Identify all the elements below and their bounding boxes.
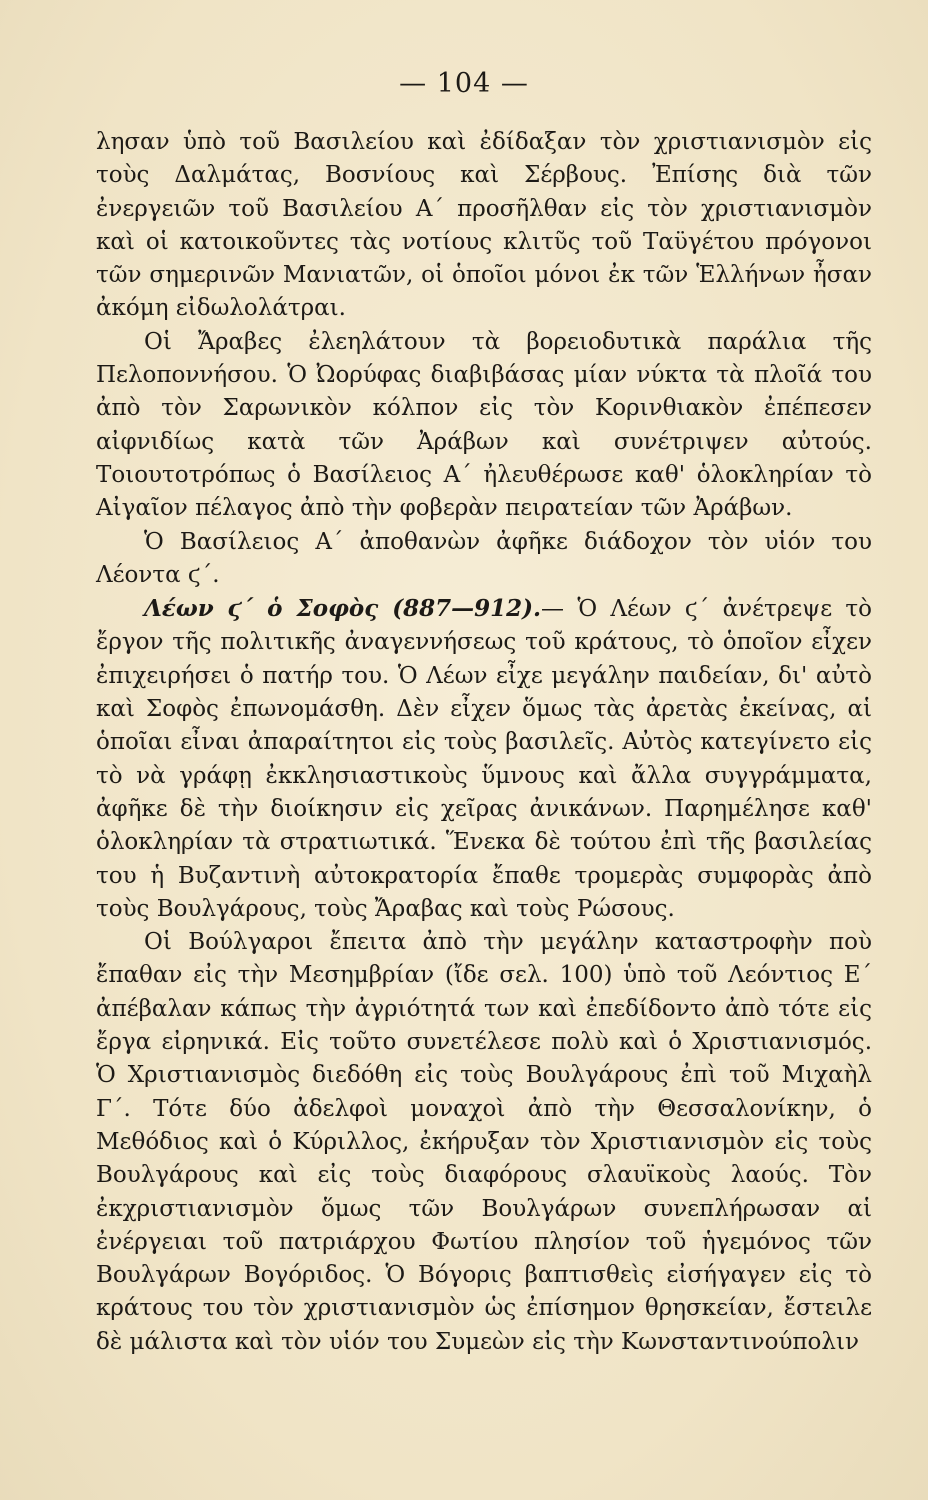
paragraph-arabs: Οἱ Ἄραβες ἐλεηλάτουν τὰ βορειοδυτικὰ παράλια τῆς Πελοποννήσου. Ὁ Ὠορύφας διαβιβάσας μίαν νύκτα τὰ πλοῖά του ἀπὸ τὸν Σαρωνικὸν κόλπον εἰς τὸν Κορινθιακὸν ἐπέπεσεν αἰφνιδίως κατὰ τῶν Ἀράβων καὶ συνέτριψεν αὐτούς. Τοιουτοτρόπως ὁ Βασίλειος Α΄ ἠλευθέρωσε καθ' ὁλοκληρίαν τὸ Αἰγαῖον πέλαγος ἀπὸ τὴν φοβερὰν πειρατείαν τῶν Ἀράβων. (96, 328, 872, 522)
paragraph-continuation: λησαν ὑπὸ τοῦ Βασιλείου καὶ ἐδίδαξαν τὸν χριστιανισμὸν εἰς τοὺς Δαλμάτας, Βοσνίους καὶ Σέρβους. Ἐπίσης διὰ τῶν ἐνεργειῶν τοῦ Βασιλείου Α΄ προσῆλθαν εἰς τὸν χριστιανισμὸν καὶ οἱ κατοικοῦντες τὰς νοτίους κλιτῦς τοῦ Ταϋγέτου πρόγονοι τῶν σημερινῶν Μανιατῶν, οἱ ὁποῖοι μόνοι ἐκ τῶν Ἑλλήνων ἦσαν ἀκόμη εἰδωλολάτραι. (96, 129, 872, 322)
page-number: — 104 — (399, 68, 529, 99)
paragraph-succession: Ὁ Βασίλειος Α΄ ἀποθανὼν ἀφῆκε διάδοχον τὸν υἱόν του Λέοντα ϛ΄. (96, 528, 872, 588)
section-text: — Ὁ Λέων ϛ΄ ἀνέτρεψε τὸ ἔργον τῆς πολιτικῆς ἀναγεννήσεως τοῦ κράτους, τὸ ὁποῖον εἶχεν ἐπιχειρήσει ὁ πατήρ του. Ὁ Λέων εἶχε μεγάλην παιδείαν, δι' αὐτὸ καὶ Σοφὸς ἐπωνομάσθη. Δὲν εἶχεν ὅμως τὰς ἀρετὰς ἐκείνας, αἱ ὁποῖαι εἶναι ἀπαραίτητοι εἰς τοὺς βασιλεῖς. Αὐτὸς κατεγίνετο εἰς τὸ νὰ γράφῃ ἐκκλησιαστικοὺς ὕμνους καὶ ἄλλα συγγράμματα, ἀφῆκε δὲ τὴν διοίκησιν εἰς χεῖρας ἀνικάνων. Παρημέλησε καθ' ὁλοκληρίαν τὰ στρατιωτικά. Ἕνεκα δὲ τούτου ἐπὶ τῆς βασιλείας του ἡ Βυζαντινὴ αὐτοκρατορία ἔπαθε τρομερὰς συμφορὰς ἀπὸ τοὺς Βουλγάρους, τοὺς Ἄραβας καὶ τοὺς Ρώσους. (96, 596, 872, 922)
page-body (96, 126, 872, 1359)
paragraph-bulgarians: Οἱ Βούλγαροι ἔπειτα ἀπὸ τὴν μεγάλην καταστροφὴν ποὺ ἔπαθαν εἰς τὴν Μεσημβρίαν (ἴδε σελ. 100) ὑπὸ τοῦ Λεόντιος Ε΄ ἀπέβαλαν κάπως τὴν ἀγριότητά των καὶ ἐπεδίδοντο ἀπὸ τότε εἰς ἔργα εἰρηνικά. Εἰς τοῦτο συνετέλεσε πολὺ καὶ ὁ Χριστιανισμός. Ὁ Χριστιανισμὸς διεδόθη εἰς τοὺς Βουλγάρους ἐπὶ τοῦ Μιχαὴλ Γ΄. Τότε δύο ἀδελφοὶ μοναχοὶ ἀπὸ τὴν Θεσσαλονίκην, ὁ Μεθόδιος καὶ ὁ Κύριλλος, ἐκήρυξαν τὸν Χριστιανισμὸν εἰς τοὺς Βουλγάρους καὶ εἰς τοὺς διαφόρους σλαυϊκοὺς λαούς. Τὸν ἐκχριστιανισμὸν ὅμως τῶν Βουλγάρων συνεπλήρωσαν αἱ ἐνέργειαι τοῦ πατριάρχου Φωτίου πλησίον τοῦ ἡγεμόνος τῶν Βουλγάρων Βογόριδος. Ὁ Βόγορις βαπτισθεὶς εἰσήγαγεν εἰς τὸ κράτους του τὸν χριστιανισμὸν ὡς ἐπίσημον θρησκείαν, ἔστειλε δὲ μάλιστα καὶ τὸν υἱόν του Συμεὼν εἰς τὴν Κωνσταντινούπολιν (96, 929, 872, 1355)
paragraph-leo-section (96, 592, 872, 926)
section-heading: Λέων ϛ΄ ὁ Σοφὸς (887—912). (144, 595, 542, 623)
